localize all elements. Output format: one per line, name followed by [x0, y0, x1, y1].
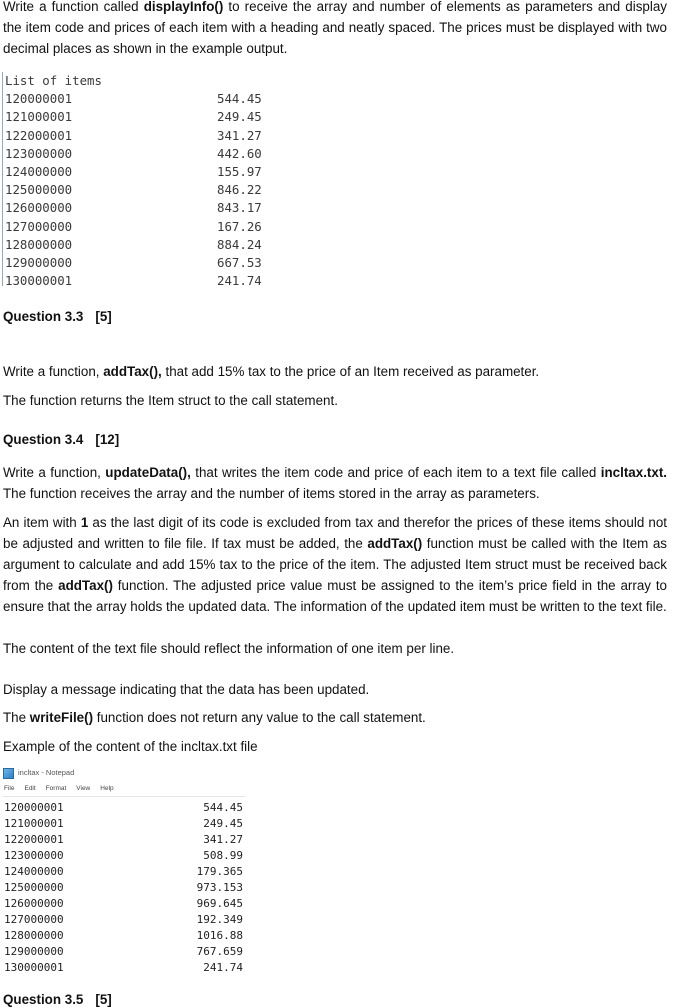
list-item	[3, 928, 245, 944]
list-item	[3, 800, 245, 816]
marks: [12]	[95, 432, 120, 447]
list-item	[3, 90, 283, 108]
intro-paragraph	[3, 0, 667, 59]
function-name-addtax: addTax(),	[103, 364, 162, 379]
item-price: 249.45	[203, 817, 243, 830]
question-3-4-heading: Question 3.4 [12]	[3, 432, 120, 447]
function-name-addtax: addTax()	[367, 536, 423, 551]
item-code: 123000000	[4, 849, 64, 862]
item-price: 667.53	[217, 254, 262, 270]
menu-file[interactable]: File	[4, 785, 15, 792]
item-code: 128000000	[5, 236, 73, 252]
intro-text: Write a function called	[3, 0, 144, 14]
q33-paragraph-1: Write a function, addTax(), that add 15% tax to the price of an Item received as parameter.	[3, 364, 540, 379]
item-code: 130000001	[5, 273, 73, 289]
intro-text-continued: to receive the array and number of elements as parameters and display the item code and prices of each item with a heading and neatly spaced. The prices must be displayed with two decimal places as shown in the example output.	[3, 0, 667, 56]
list-item	[3, 912, 245, 928]
item-code: 129000000	[5, 254, 73, 270]
menu-view[interactable]: View	[76, 785, 91, 792]
item-code: 122000001	[4, 833, 64, 846]
marks: [5]	[95, 309, 112, 324]
item-price: 241.74	[203, 961, 243, 974]
item-price: 1016.88	[196, 929, 243, 942]
marks: [5]	[95, 992, 112, 1007]
function-name-updatedata: updateData(),	[105, 465, 191, 480]
item-code: 130000001	[4, 961, 64, 974]
list-item	[3, 236, 283, 254]
console-rows	[3, 90, 283, 290]
console-output	[2, 72, 283, 289]
notepad-window	[3, 764, 245, 976]
item-price: 544.45	[217, 91, 262, 107]
item-code: 125000000	[4, 881, 64, 894]
item-price: 973.153	[196, 881, 243, 894]
list-item	[3, 145, 283, 163]
q34-paragraph-3: The content of the text file should reflect the information of one item per line.	[3, 641, 455, 656]
item-price: 843.17	[217, 200, 262, 216]
list-item	[3, 181, 283, 199]
list-item	[3, 108, 283, 126]
q34-paragraph-4: Display a message indicating that the data has been updated.	[3, 682, 370, 697]
item-code: 121000001	[5, 109, 73, 125]
list-item	[3, 832, 245, 848]
notepad-title-bar	[3, 764, 245, 782]
list-item	[3, 218, 283, 236]
notepad-text-area[interactable]	[3, 797, 245, 976]
list-item	[3, 944, 245, 960]
menu-edit[interactable]: Edit	[24, 785, 36, 792]
item-code: 122000001	[5, 127, 73, 143]
list-item	[3, 127, 283, 145]
q33-paragraph-2: The function returns the Item struct to the call statement.	[3, 393, 338, 408]
function-name-addtax: addTax()	[58, 578, 113, 593]
q34-paragraph-6: Example of the content of the incltax.txt file	[3, 739, 258, 754]
question-3-5-heading: Question 3.5 [5]	[3, 992, 112, 1007]
item-price: 884.24	[217, 236, 262, 252]
item-price: 241.74	[217, 273, 262, 289]
function-name-writefile: writeFile()	[29, 710, 94, 725]
item-price: 155.97	[217, 163, 262, 179]
list-item	[3, 896, 245, 912]
list-item	[3, 254, 283, 272]
item-code: 127000000	[4, 913, 64, 926]
list-item	[3, 163, 283, 181]
item-price: 179.365	[196, 865, 243, 878]
item-price: 249.45	[217, 109, 262, 125]
console-heading: List of items	[5, 73, 102, 88]
function-name-displayinfo: displayInfo()	[143, 0, 224, 14]
item-code: 121000001	[4, 817, 64, 830]
item-price: 969.645	[196, 897, 243, 910]
q34-paragraph-5: The writeFile() function does not return any value to the call statement.	[3, 710, 426, 725]
menu-help[interactable]: Help	[100, 785, 114, 792]
item-code: 127000000	[5, 218, 73, 234]
question-3-3-heading: Question 3.3 [5]	[3, 309, 112, 324]
item-code: 125000000	[5, 182, 73, 198]
list-item	[3, 880, 245, 896]
item-code: 124000000	[5, 163, 73, 179]
item-code: 128000000	[4, 929, 64, 942]
item-code: 120000001	[4, 801, 64, 814]
item-price: 767.659	[196, 945, 243, 958]
q34-paragraph-2: An item with 1 as the last digit of its code is excluded from tax and therefor the prices of these items should not be adjusted and written to file file. If tax must be added, the addTax() function must be called with the Item as argument to calculate and add 15% tax to the price of the item. The adjusted Item struct must be received back from the addTax() function. The adjusted price value must be assigned to the item’s price field in the array to ensure that the array holds the updated data. The information of the updated item must be written to the text file.	[3, 515, 667, 614]
item-code: 120000001	[5, 91, 73, 107]
list-item	[3, 848, 245, 864]
item-price: 846.22	[217, 182, 262, 198]
list-item	[3, 864, 245, 880]
item-price: 341.27	[217, 127, 262, 143]
item-price: 442.60	[217, 145, 262, 161]
item-price: 192.349	[196, 913, 243, 926]
notepad-icon	[3, 768, 14, 779]
item-code: 129000000	[4, 945, 64, 958]
file-name-incltax: incltax.txt.	[600, 465, 668, 480]
notepad-menu-bar	[3, 782, 245, 797]
item-price: 341.27	[203, 833, 243, 846]
item-code: 123000000	[5, 145, 73, 161]
list-item	[3, 816, 245, 832]
list-item	[3, 199, 283, 217]
list-item	[3, 272, 283, 290]
item-code: 126000000	[4, 897, 64, 910]
item-price: 544.45	[203, 801, 243, 814]
notepad-title: incltax - Notepad	[18, 768, 75, 777]
item-code: 126000000	[5, 200, 73, 216]
item-price: 508.99	[203, 849, 243, 862]
item-code: 124000000	[4, 865, 64, 878]
list-item	[3, 960, 245, 976]
menu-format[interactable]: Format	[45, 785, 67, 792]
q34-paragraph-1: Write a function, updateData(), that writes the item code and price of each item to a text file called incltax.txt. The function receives the array and the number of items stored in the array as parameters.	[3, 465, 668, 501]
item-price: 167.26	[217, 218, 262, 234]
